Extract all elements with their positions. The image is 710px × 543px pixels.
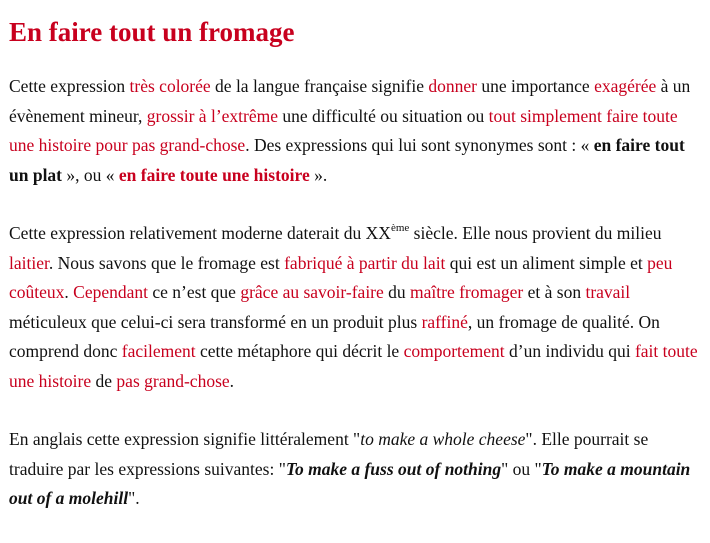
- english-literal-translation: to make a whole cheese: [360, 429, 526, 449]
- text-segment: " ou ": [501, 458, 542, 479]
- text-segment: .: [229, 370, 235, 391]
- text-segment: En anglais cette expression signifie littéralement ": [9, 429, 361, 449]
- text-segment: , un fromage de qualité. On comprend donc: [9, 311, 660, 361]
- link-grace-au-savoir-faire[interactable]: grâce au savoir-faire: [240, 282, 384, 302]
- link-maitre-fromager[interactable]: maître fromager: [410, 282, 524, 302]
- text-segment: une importance: [476, 76, 595, 96]
- article: [9, 12, 703, 543]
- link-travail[interactable]: travail: [585, 282, 631, 302]
- text-segment: Cette expression: [9, 76, 130, 96]
- text-segment: de: [91, 370, 117, 391]
- link-fait-toute-une-histoire[interactable]: fait toute une histoire: [9, 341, 698, 391]
- link-peu-couteux[interactable]: peu coûteux: [9, 252, 673, 302]
- link-tres-coloree[interactable]: très colorée: [129, 76, 211, 96]
- text-segment: », ou «: [62, 164, 119, 185]
- text-segment: d’un individu qui: [504, 341, 635, 361]
- text-segment: . Des expressions qui lui sont synonymes sont : «: [245, 135, 594, 155]
- text-segment: cette métaphore qui décrit le: [195, 341, 404, 361]
- text-segment: Cette expression relativement moderne daterait du XX: [9, 223, 391, 243]
- text-segment: à un évènement mineur,: [9, 76, 691, 126]
- paragraph-definition: [9, 72, 703, 190]
- paragraph-english: [9, 425, 703, 514]
- page-title: En faire tout un fromage: [9, 17, 295, 47]
- link-pas-grand-chose[interactable]: pas grand-chose: [116, 370, 230, 391]
- link-facilement[interactable]: facilement: [121, 341, 196, 361]
- text-segment: méticuleux que celui-ci sera transformé en un produit plus: [9, 311, 422, 332]
- link-grossir-a-l-extreme[interactable]: grossir à l’extrême: [146, 105, 278, 126]
- text-segment: ".: [128, 488, 140, 508]
- text-segment: .: [64, 282, 74, 302]
- link-cependant[interactable]: Cependant: [73, 282, 148, 302]
- link-raffine[interactable]: raffiné: [421, 311, 468, 332]
- superscript-eme: ème: [390, 222, 410, 235]
- text-segment: . Nous savons que le fromage est: [48, 252, 285, 273]
- text-segment: et à son: [523, 282, 586, 302]
- paragraph-origin: [9, 219, 703, 396]
- text-segment: ».: [309, 164, 328, 185]
- text-segment: ce n’est que: [148, 282, 241, 302]
- link-tout-simplement-faire-toute-une-histoire[interactable]: tout simplement faire toute une histoire pour pas grand-chose: [9, 105, 678, 155]
- link-comportement[interactable]: comportement: [403, 341, 505, 361]
- text-segment: siècle. Elle nous provient du milieu: [409, 223, 662, 243]
- link-donner[interactable]: donner: [428, 76, 477, 96]
- text-segment: ". Elle pourrait se traduire par les expressions suivantes: ": [9, 429, 649, 479]
- synonym-en-faire-tout-un-plat: en faire tout un plat: [9, 135, 685, 185]
- english-expression-molehill: To make a mountain out of a molehill: [9, 458, 691, 508]
- link-en-faire-toute-une-histoire[interactable]: en faire toute une histoire: [118, 164, 310, 185]
- text-segment: du: [383, 282, 411, 302]
- link-laitier[interactable]: laitier: [9, 252, 49, 273]
- english-expression-fuss: To make a fuss out of nothing: [285, 458, 502, 479]
- text-segment: qui est un aliment simple et: [445, 252, 648, 273]
- text-segment: de la langue française signifie: [210, 76, 429, 96]
- link-fabrique-a-partir-du-lait[interactable]: fabriqué à partir du lait: [284, 252, 446, 273]
- link-exageree[interactable]: exagérée: [594, 76, 657, 96]
- text-segment: une difficulté ou situation ou: [278, 105, 489, 126]
